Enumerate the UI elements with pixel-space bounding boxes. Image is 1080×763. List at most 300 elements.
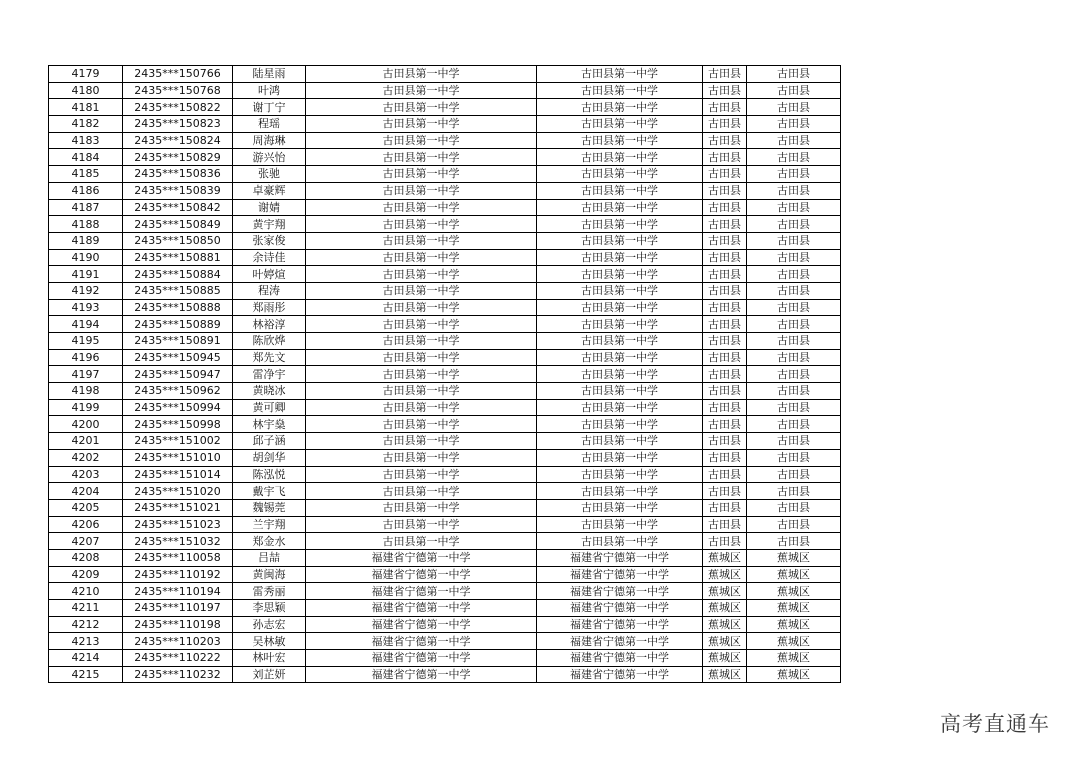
name-cell: 戴宇飞	[233, 483, 306, 500]
name-cell: 雷净宇	[233, 366, 306, 383]
school2-cell: 古田县第一中学	[537, 282, 703, 299]
table-row	[49, 399, 841, 416]
school2-cell: 古田县第一中学	[537, 249, 703, 266]
exam-id-cell: 2435***150829	[123, 149, 233, 166]
name-cell: 程瑶	[233, 116, 306, 133]
district-cell: 蕉城区	[703, 566, 747, 583]
school2-cell: 古田县第一中学	[537, 149, 703, 166]
name-cell: 郑金水	[233, 533, 306, 550]
seq-cell: 4213	[49, 633, 123, 650]
exam-id-cell: 2435***150884	[123, 266, 233, 283]
table-row	[49, 583, 841, 600]
district2-cell: 古田县	[747, 299, 841, 316]
district2-cell: 古田县	[747, 333, 841, 350]
district-cell: 蕉城区	[703, 633, 747, 650]
school-cell: 福建省宁德第一中学	[306, 633, 537, 650]
name-cell: 吴林敏	[233, 633, 306, 650]
table-row	[49, 132, 841, 149]
table-row	[49, 600, 841, 617]
district2-cell: 古田县	[747, 132, 841, 149]
table-row	[49, 182, 841, 199]
exam-id-cell: 2435***150998	[123, 416, 233, 433]
exam-id-cell: 2435***151010	[123, 449, 233, 466]
exam-id-cell: 2435***110058	[123, 549, 233, 566]
district-cell: 蕉城区	[703, 600, 747, 617]
district2-cell: 古田县	[747, 449, 841, 466]
roster-body	[49, 66, 841, 683]
school2-cell: 福建省宁德第一中学	[537, 633, 703, 650]
name-cell: 谢丁宁	[233, 99, 306, 116]
table-row	[49, 232, 841, 249]
seq-cell: 4197	[49, 366, 123, 383]
school2-cell: 古田县第一中学	[537, 399, 703, 416]
district2-cell: 蕉城区	[747, 616, 841, 633]
district2-cell: 古田县	[747, 366, 841, 383]
exam-id-cell: 2435***110232	[123, 666, 233, 683]
seq-cell: 4202	[49, 449, 123, 466]
seq-cell: 4200	[49, 416, 123, 433]
district-cell: 古田县	[703, 116, 747, 133]
table-row	[49, 383, 841, 400]
district2-cell: 蕉城区	[747, 549, 841, 566]
district-cell: 蕉城区	[703, 616, 747, 633]
exam-id-cell: 2435***151020	[123, 483, 233, 500]
school-cell: 古田县第一中学	[306, 249, 537, 266]
exam-id-cell: 2435***150994	[123, 399, 233, 416]
school-cell: 古田县第一中学	[306, 99, 537, 116]
seq-cell: 4184	[49, 149, 123, 166]
school-cell: 古田县第一中学	[306, 466, 537, 483]
school-cell: 福建省宁德第一中学	[306, 549, 537, 566]
exam-id-cell: 2435***150822	[123, 99, 233, 116]
school2-cell: 古田县第一中学	[537, 132, 703, 149]
table-row	[49, 66, 841, 83]
district-cell: 古田县	[703, 199, 747, 216]
seq-cell: 4203	[49, 466, 123, 483]
district2-cell: 古田县	[747, 266, 841, 283]
seq-cell: 4189	[49, 232, 123, 249]
name-cell: 林裕淳	[233, 316, 306, 333]
district2-cell: 蕉城区	[747, 666, 841, 683]
table-row	[49, 499, 841, 516]
exam-id-cell: 2435***151032	[123, 533, 233, 550]
school-cell: 古田县第一中学	[306, 516, 537, 533]
school-cell: 福建省宁德第一中学	[306, 600, 537, 617]
school2-cell: 古田县第一中学	[537, 216, 703, 233]
school2-cell: 古田县第一中学	[537, 416, 703, 433]
name-cell: 李思颖	[233, 600, 306, 617]
school2-cell: 古田县第一中学	[537, 316, 703, 333]
district2-cell: 古田县	[747, 383, 841, 400]
table-row	[49, 533, 841, 550]
name-cell: 陈泓悦	[233, 466, 306, 483]
name-cell: 郑雨彤	[233, 299, 306, 316]
school-cell: 福建省宁德第一中学	[306, 616, 537, 633]
district-cell: 蕉城区	[703, 549, 747, 566]
school2-cell: 古田县第一中学	[537, 533, 703, 550]
roster-table	[48, 65, 841, 683]
district2-cell: 古田县	[747, 349, 841, 366]
name-cell: 谢婧	[233, 199, 306, 216]
exam-id-cell: 2435***150891	[123, 333, 233, 350]
name-cell: 林宇燊	[233, 416, 306, 433]
school-cell: 福建省宁德第一中学	[306, 566, 537, 583]
school-cell: 古田县第一中学	[306, 416, 537, 433]
name-cell: 陈欣烨	[233, 333, 306, 350]
exam-id-cell: 2435***110222	[123, 650, 233, 667]
name-cell: 雷秀丽	[233, 583, 306, 600]
school-cell: 古田县第一中学	[306, 533, 537, 550]
exam-id-cell: 2435***151014	[123, 466, 233, 483]
district2-cell: 蕉城区	[747, 650, 841, 667]
table-row	[49, 366, 841, 383]
seq-cell: 4180	[49, 82, 123, 99]
district-cell: 古田县	[703, 433, 747, 450]
table-row	[49, 116, 841, 133]
district2-cell: 古田县	[747, 66, 841, 83]
school-cell: 福建省宁德第一中学	[306, 650, 537, 667]
district2-cell: 古田县	[747, 182, 841, 199]
district-cell: 古田县	[703, 282, 747, 299]
school2-cell: 古田县第一中学	[537, 99, 703, 116]
table-row	[49, 516, 841, 533]
seq-cell: 4185	[49, 166, 123, 183]
school-cell: 古田县第一中学	[306, 449, 537, 466]
district2-cell: 蕉城区	[747, 600, 841, 617]
exam-id-cell: 2435***110192	[123, 566, 233, 583]
table-row	[49, 449, 841, 466]
exam-id-cell: 2435***150888	[123, 299, 233, 316]
name-cell: 孙志宏	[233, 616, 306, 633]
school-cell: 古田县第一中学	[306, 149, 537, 166]
district2-cell: 古田县	[747, 116, 841, 133]
district2-cell: 古田县	[747, 166, 841, 183]
seq-cell: 4201	[49, 433, 123, 450]
district-cell: 古田县	[703, 366, 747, 383]
table-row	[49, 616, 841, 633]
table-row	[49, 249, 841, 266]
name-cell: 黄晓冰	[233, 383, 306, 400]
exam-id-cell: 2435***150850	[123, 232, 233, 249]
name-cell: 张家俊	[233, 232, 306, 249]
school2-cell: 古田县第一中学	[537, 66, 703, 83]
seq-cell: 4187	[49, 199, 123, 216]
seq-cell: 4179	[49, 66, 123, 83]
roster-sheet	[48, 65, 841, 683]
seq-cell: 4205	[49, 499, 123, 516]
school-cell: 福建省宁德第一中学	[306, 583, 537, 600]
district2-cell: 蕉城区	[747, 583, 841, 600]
seq-cell: 4193	[49, 299, 123, 316]
table-row	[49, 633, 841, 650]
district-cell: 古田县	[703, 466, 747, 483]
district-cell: 蕉城区	[703, 666, 747, 683]
exam-id-cell: 2435***150947	[123, 366, 233, 383]
seq-cell: 4186	[49, 182, 123, 199]
school2-cell: 福建省宁德第一中学	[537, 583, 703, 600]
school-cell: 福建省宁德第一中学	[306, 666, 537, 683]
district-cell: 蕉城区	[703, 583, 747, 600]
district2-cell: 古田县	[747, 316, 841, 333]
exam-id-cell: 2435***151002	[123, 433, 233, 450]
name-cell: 黄宇翔	[233, 216, 306, 233]
school2-cell: 古田县第一中学	[537, 299, 703, 316]
table-row	[49, 82, 841, 99]
seq-cell: 4207	[49, 533, 123, 550]
school2-cell: 古田县第一中学	[537, 266, 703, 283]
district2-cell: 古田县	[747, 149, 841, 166]
district-cell: 古田县	[703, 483, 747, 500]
name-cell: 林叶宏	[233, 650, 306, 667]
district2-cell: 古田县	[747, 216, 841, 233]
name-cell: 叶婷煊	[233, 266, 306, 283]
school-cell: 古田县第一中学	[306, 82, 537, 99]
school2-cell: 古田县第一中学	[537, 499, 703, 516]
school-cell: 古田县第一中学	[306, 333, 537, 350]
district2-cell: 古田县	[747, 249, 841, 266]
school2-cell: 古田县第一中学	[537, 383, 703, 400]
district-cell: 古田县	[703, 132, 747, 149]
district-cell: 古田县	[703, 249, 747, 266]
school2-cell: 古田县第一中学	[537, 333, 703, 350]
district-cell: 古田县	[703, 99, 747, 116]
table-row	[49, 266, 841, 283]
seq-cell: 4215	[49, 666, 123, 683]
seq-cell: 4195	[49, 333, 123, 350]
name-cell: 卓豪辉	[233, 182, 306, 199]
exam-id-cell: 2435***151021	[123, 499, 233, 516]
table-row	[49, 333, 841, 350]
district2-cell: 古田县	[747, 99, 841, 116]
district-cell: 古田县	[703, 166, 747, 183]
school2-cell: 古田县第一中学	[537, 116, 703, 133]
school-cell: 古田县第一中学	[306, 499, 537, 516]
school-cell: 古田县第一中学	[306, 349, 537, 366]
school2-cell: 古田县第一中学	[537, 199, 703, 216]
district2-cell: 蕉城区	[747, 566, 841, 583]
district-cell: 古田县	[703, 82, 747, 99]
table-row	[49, 99, 841, 116]
exam-id-cell: 2435***110197	[123, 600, 233, 617]
name-cell: 黄闽海	[233, 566, 306, 583]
school2-cell: 古田县第一中学	[537, 466, 703, 483]
seq-cell: 4208	[49, 549, 123, 566]
exam-id-cell: 2435***150849	[123, 216, 233, 233]
seq-cell: 4194	[49, 316, 123, 333]
seq-cell: 4190	[49, 249, 123, 266]
exam-id-cell: 2435***150839	[123, 182, 233, 199]
name-cell: 余诗佳	[233, 249, 306, 266]
school2-cell: 古田县第一中学	[537, 516, 703, 533]
name-cell: 游兴怡	[233, 149, 306, 166]
district-cell: 古田县	[703, 149, 747, 166]
table-row	[49, 199, 841, 216]
name-cell: 刘芷妍	[233, 666, 306, 683]
seq-cell: 4196	[49, 349, 123, 366]
table-row	[49, 466, 841, 483]
name-cell: 魏锡莞	[233, 499, 306, 516]
district-cell: 蕉城区	[703, 650, 747, 667]
exam-id-cell: 2435***150824	[123, 132, 233, 149]
table-row	[49, 282, 841, 299]
table-row	[49, 549, 841, 566]
name-cell: 黄可卿	[233, 399, 306, 416]
seq-cell: 4192	[49, 282, 123, 299]
school-cell: 古田县第一中学	[306, 182, 537, 199]
district2-cell: 古田县	[747, 399, 841, 416]
seq-cell: 4191	[49, 266, 123, 283]
district2-cell: 古田县	[747, 533, 841, 550]
district-cell: 古田县	[703, 216, 747, 233]
school2-cell: 古田县第一中学	[537, 349, 703, 366]
table-row	[49, 349, 841, 366]
seq-cell: 4199	[49, 399, 123, 416]
seq-cell: 4188	[49, 216, 123, 233]
school-cell: 古田县第一中学	[306, 433, 537, 450]
watermark-text: 高考直通车	[940, 712, 1050, 736]
seq-cell: 4206	[49, 516, 123, 533]
exam-id-cell: 2435***150842	[123, 199, 233, 216]
district-cell: 古田县	[703, 299, 747, 316]
school2-cell: 古田县第一中学	[537, 433, 703, 450]
school2-cell: 福建省宁德第一中学	[537, 666, 703, 683]
school-cell: 古田县第一中学	[306, 383, 537, 400]
name-cell: 兰宇翔	[233, 516, 306, 533]
school2-cell: 福建省宁德第一中学	[537, 600, 703, 617]
seq-cell: 4214	[49, 650, 123, 667]
school2-cell: 福建省宁德第一中学	[537, 566, 703, 583]
name-cell: 张驰	[233, 166, 306, 183]
school-cell: 古田县第一中学	[306, 266, 537, 283]
district2-cell: 古田县	[747, 516, 841, 533]
district-cell: 古田县	[703, 333, 747, 350]
school2-cell: 古田县第一中学	[537, 483, 703, 500]
school2-cell: 古田县第一中学	[537, 182, 703, 199]
district-cell: 古田县	[703, 266, 747, 283]
name-cell: 叶鸿	[233, 82, 306, 99]
seq-cell: 4209	[49, 566, 123, 583]
district-cell: 古田县	[703, 416, 747, 433]
table-row	[49, 216, 841, 233]
school2-cell: 福建省宁德第一中学	[537, 650, 703, 667]
seq-cell: 4183	[49, 132, 123, 149]
school-cell: 古田县第一中学	[306, 299, 537, 316]
school2-cell: 古田县第一中学	[537, 366, 703, 383]
school-cell: 古田县第一中学	[306, 166, 537, 183]
district-cell: 古田县	[703, 383, 747, 400]
table-row	[49, 433, 841, 450]
school2-cell: 福建省宁德第一中学	[537, 549, 703, 566]
exam-id-cell: 2435***150962	[123, 383, 233, 400]
name-cell: 郑先文	[233, 349, 306, 366]
school2-cell: 古田县第一中学	[537, 232, 703, 249]
table-row	[49, 483, 841, 500]
name-cell: 周海琳	[233, 132, 306, 149]
name-cell: 陆星雨	[233, 66, 306, 83]
school-cell: 古田县第一中学	[306, 483, 537, 500]
district-cell: 古田县	[703, 499, 747, 516]
school2-cell: 福建省宁德第一中学	[537, 616, 703, 633]
table-row	[49, 149, 841, 166]
district2-cell: 古田县	[747, 282, 841, 299]
district2-cell: 古田县	[747, 433, 841, 450]
district-cell: 古田县	[703, 66, 747, 83]
school-cell: 古田县第一中学	[306, 116, 537, 133]
table-row	[49, 299, 841, 316]
district2-cell: 古田县	[747, 483, 841, 500]
table-row	[49, 566, 841, 583]
district-cell: 古田县	[703, 316, 747, 333]
table-row	[49, 316, 841, 333]
district2-cell: 古田县	[747, 499, 841, 516]
school-cell: 古田县第一中学	[306, 399, 537, 416]
district-cell: 古田县	[703, 533, 747, 550]
school2-cell: 古田县第一中学	[537, 166, 703, 183]
school2-cell: 古田县第一中学	[537, 82, 703, 99]
exam-id-cell: 2435***150881	[123, 249, 233, 266]
exam-id-cell: 2435***150945	[123, 349, 233, 366]
exam-id-cell: 2435***150889	[123, 316, 233, 333]
school2-cell: 古田县第一中学	[537, 449, 703, 466]
district-cell: 古田县	[703, 399, 747, 416]
exam-id-cell: 2435***110194	[123, 583, 233, 600]
district-cell: 古田县	[703, 449, 747, 466]
district2-cell: 古田县	[747, 416, 841, 433]
district2-cell: 蕉城区	[747, 633, 841, 650]
exam-id-cell: 2435***150836	[123, 166, 233, 183]
school-cell: 古田县第一中学	[306, 199, 537, 216]
district-cell: 古田县	[703, 516, 747, 533]
exam-id-cell: 2435***110203	[123, 633, 233, 650]
seq-cell: 4181	[49, 99, 123, 116]
school-cell: 古田县第一中学	[306, 366, 537, 383]
school-cell: 古田县第一中学	[306, 316, 537, 333]
exam-id-cell: 2435***151023	[123, 516, 233, 533]
district-cell: 古田县	[703, 349, 747, 366]
table-row	[49, 666, 841, 683]
name-cell: 胡剑华	[233, 449, 306, 466]
exam-id-cell: 2435***150768	[123, 82, 233, 99]
seq-cell: 4211	[49, 600, 123, 617]
seq-cell: 4204	[49, 483, 123, 500]
table-row	[49, 416, 841, 433]
exam-id-cell: 2435***110198	[123, 616, 233, 633]
seq-cell: 4198	[49, 383, 123, 400]
district-cell: 古田县	[703, 182, 747, 199]
school-cell: 古田县第一中学	[306, 66, 537, 83]
exam-id-cell: 2435***150766	[123, 66, 233, 83]
exam-id-cell: 2435***150823	[123, 116, 233, 133]
school-cell: 古田县第一中学	[306, 132, 537, 149]
district2-cell: 古田县	[747, 199, 841, 216]
table-row	[49, 650, 841, 667]
seq-cell: 4182	[49, 116, 123, 133]
district2-cell: 古田县	[747, 466, 841, 483]
exam-id-cell: 2435***150885	[123, 282, 233, 299]
district2-cell: 古田县	[747, 232, 841, 249]
name-cell: 邱子涵	[233, 433, 306, 450]
district2-cell: 古田县	[747, 82, 841, 99]
seq-cell: 4212	[49, 616, 123, 633]
school-cell: 古田县第一中学	[306, 216, 537, 233]
school-cell: 古田县第一中学	[306, 232, 537, 249]
district-cell: 古田县	[703, 232, 747, 249]
seq-cell: 4210	[49, 583, 123, 600]
school-cell: 古田县第一中学	[306, 282, 537, 299]
name-cell: 程涛	[233, 282, 306, 299]
table-row	[49, 166, 841, 183]
name-cell: 吕喆	[233, 549, 306, 566]
